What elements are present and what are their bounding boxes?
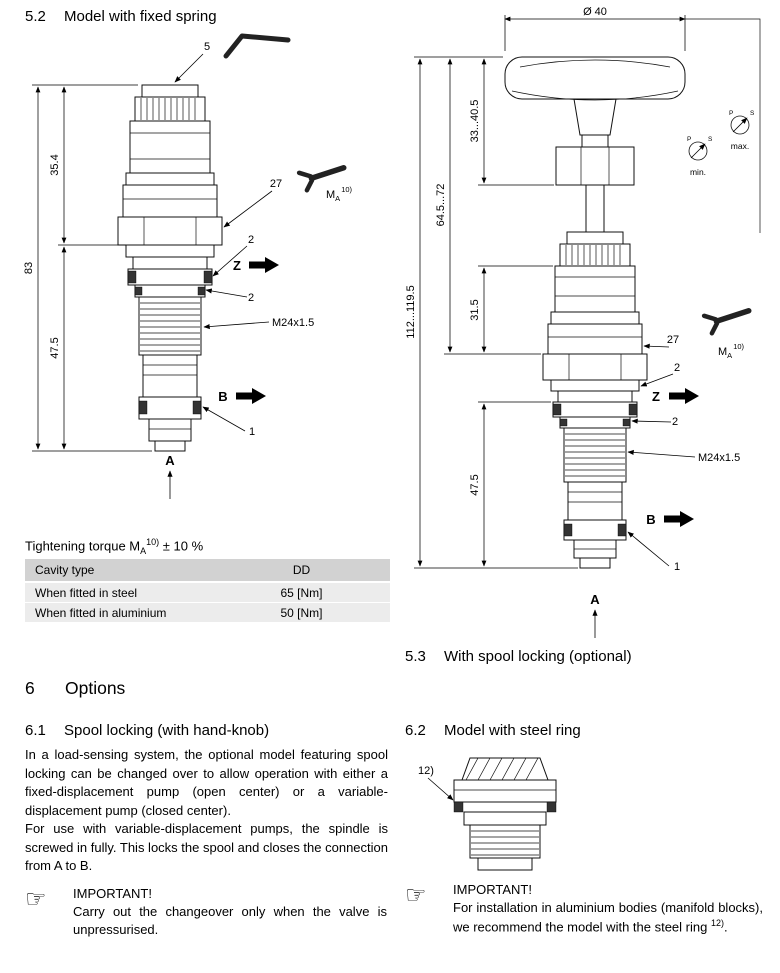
important-note-1: [25, 886, 387, 938]
note-text-segment: For installation in aluminium bodies (manifold blocks), we recommend the model with the steel ring: [453, 900, 763, 934]
port-label-z: Z: [652, 389, 660, 404]
thread-label: M24x1.5: [272, 317, 315, 329]
section-5-2-heading: [25, 8, 217, 25]
port-label-b: B: [646, 512, 656, 527]
note-body: [73, 886, 387, 938]
port-label-z: Z: [233, 258, 241, 273]
important-note-2: [405, 882, 763, 935]
column-header-dd: DD: [213, 559, 390, 582]
dim-label-knob-range: 33...40.5: [469, 99, 481, 143]
port-z-arrow: [669, 388, 699, 404]
tightening-torque-symbol: $M_A^{10)}$: [326, 185, 353, 203]
allen-key-icon: [226, 36, 288, 56]
torque-table: [25, 559, 390, 623]
dim-label-diameter: Ø 40: [583, 6, 607, 18]
symbol-port-s: S: [708, 136, 713, 143]
table-row: [25, 582, 390, 603]
column-header-cavity-type: Cavity type: [25, 559, 213, 582]
thread-label: M24x1.5: [698, 452, 741, 464]
dim-label-upper-range: 64.5...72: [435, 183, 447, 227]
symbol-port-s: S: [750, 110, 755, 117]
callout-backup-ring-upper: 2: [673, 362, 681, 374]
callout-wrench-size: 27: [269, 178, 283, 190]
callout-seal: 1: [674, 561, 681, 573]
torque-caption-tolerance: ± 10 %: [159, 538, 204, 554]
section-title: Model with fixed spring: [64, 8, 217, 25]
valve-body-outline: [543, 232, 647, 568]
knob-position-symbol-max: [729, 110, 755, 151]
tightening-torque-symbol: $M_A^{10)}$: [718, 342, 745, 360]
valve-spool-locking-drawing: [400, 5, 775, 645]
symbol-port-p: P: [729, 110, 734, 117]
section-6-heading: [25, 678, 125, 699]
valve-body-outline: [118, 85, 222, 451]
section-6-1-body: [25, 746, 388, 876]
wrench-icon: [299, 159, 347, 191]
symbol-port-p: P: [687, 136, 692, 143]
figure-5-3: [400, 5, 775, 645]
torque-caption-sup: 10): [146, 537, 160, 547]
note-text: Carry out the changeover only when the valve is unpressurised.: [73, 904, 387, 937]
note-text-segment: .: [723, 918, 728, 934]
section-title: Options: [65, 678, 126, 698]
section-5-3-heading: [405, 648, 632, 665]
port-z-arrow: [249, 257, 279, 273]
dd-cell: 50 [Nm]: [213, 603, 390, 623]
valve-fixed-spring-drawing: [18, 30, 390, 530]
dd-cell: 65 [Nm]: [213, 582, 390, 603]
dim-label-lower: 47.5: [49, 337, 61, 359]
torque-caption: [25, 537, 203, 556]
pointing-hand-icon: ☞: [25, 886, 47, 913]
note-text: [453, 899, 763, 935]
pointing-hand-icon: ☞: [405, 882, 427, 909]
port-label-a: A: [165, 453, 175, 468]
dim-label-top: 35.4: [49, 154, 61, 176]
torque-caption-sub: A: [140, 545, 147, 556]
dim-label-mid: 31.5: [469, 299, 481, 321]
section-number: 5.2: [25, 8, 46, 25]
section-number: 6.2: [405, 722, 426, 739]
port-b-arrow: [236, 388, 266, 404]
diameter-dimension: [505, 15, 685, 51]
figure-5-2: [18, 30, 390, 530]
section-6-2-heading: [405, 722, 581, 739]
torque-caption-text: Tightening torque M: [25, 538, 141, 554]
figure-6-2: [408, 752, 578, 874]
note-body: [453, 882, 763, 935]
note-title: IMPORTANT!: [453, 882, 532, 897]
callout-backup-ring-upper: 2: [247, 234, 255, 246]
knob-position-symbol-min: [687, 136, 713, 177]
leader-lines: [428, 778, 453, 800]
note-title: IMPORTANT!: [73, 886, 152, 901]
table-header-row: [25, 559, 390, 582]
port-label-b: B: [218, 389, 228, 404]
callout-backup-ring-lower: 2: [671, 416, 679, 428]
cavity-type-cell: When fitted in aluminium: [25, 603, 213, 623]
dim-label-lower: 47.5: [469, 474, 481, 496]
callout-backup-ring-lower: 2: [247, 292, 255, 304]
steel-ring-model-drawing: [408, 752, 578, 874]
dim-label-overall: 83: [23, 261, 35, 275]
callout-hex-key: 5: [203, 41, 211, 53]
callout-steel-ring: 12): [418, 765, 434, 777]
note-footnote-ref: 12): [710, 917, 724, 928]
section-title: Spool locking (with hand-knob): [64, 722, 270, 739]
wrench-icon: [704, 302, 752, 334]
hand-knob-outline: [505, 57, 685, 232]
section-number: 6: [25, 678, 35, 698]
symbol-label-max: max.: [730, 141, 750, 151]
port-label-a: A: [590, 592, 600, 607]
section-title: Model with steel ring: [444, 722, 581, 739]
table-row: [25, 603, 390, 623]
dim-label-overall: 112...119.5: [405, 285, 417, 339]
section-number: 6.1: [25, 722, 46, 739]
paragraph: For use with variable-displacement pumps, the spindle is screwed in fully. This locks the spool and closes the connection from A to B.: [25, 821, 388, 874]
port-b-arrow: [664, 511, 694, 527]
section-number: 5.3: [405, 648, 426, 665]
callout-wrench-size: 27: [666, 334, 680, 346]
paragraph: In a load-sensing system, the optional model featuring spool locking can be changed over to allow operation with either a fixed-displacement pump (open center) or a variable-displacement pump (closed center).: [25, 747, 388, 818]
section-title: With spool locking (optional): [444, 648, 632, 665]
symbol-label-min: min.: [689, 167, 707, 177]
callout-seal: 1: [249, 426, 256, 438]
section-6-1-heading: [25, 722, 269, 739]
steel-ring: [454, 802, 556, 812]
cavity-type-cell: When fitted in steel: [25, 582, 213, 603]
